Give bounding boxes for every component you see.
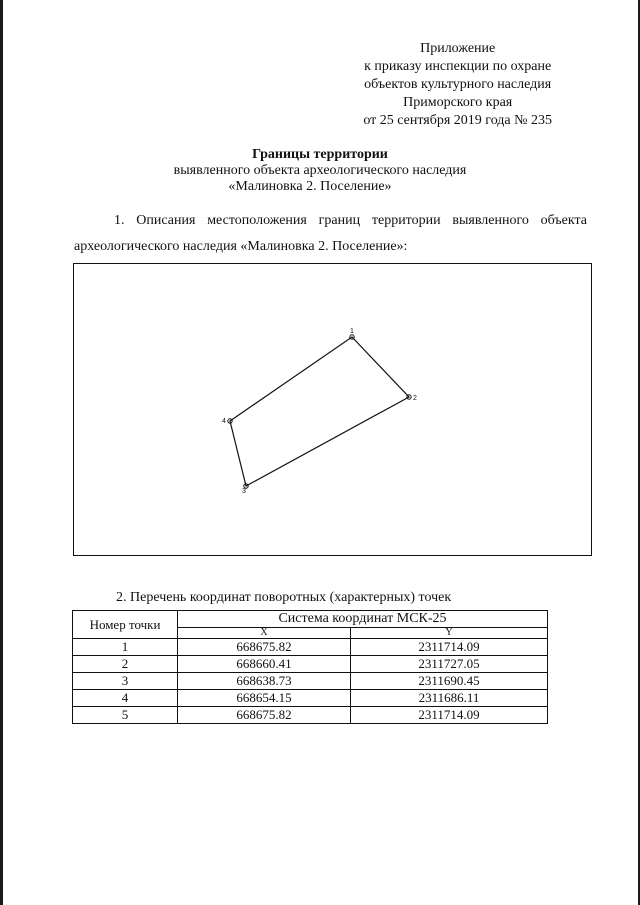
boundary-map-drawing (74, 264, 591, 555)
col-header-x: X (178, 628, 351, 639)
col-header-y: Y (351, 628, 548, 639)
cell-point-number: 1 (73, 639, 178, 656)
table-row (73, 673, 548, 690)
boundary-map (73, 263, 592, 556)
boundary-point-3-label: 3 (242, 488, 246, 495)
document-subtitle: выявленного объекта археологического наследия (173, 163, 467, 178)
table-row (73, 690, 548, 707)
cell-point-number: 5 (73, 707, 178, 724)
cell-x: 668654.15 (178, 690, 351, 707)
cell-x: 668675.82 (178, 707, 351, 724)
boundary-point-1-label: 1 (350, 328, 354, 335)
appendix-header (363, 40, 552, 130)
table-row (73, 707, 548, 724)
cell-x: 668675.82 (178, 639, 351, 656)
section-1-text (74, 208, 587, 260)
table-row (73, 656, 548, 673)
appendix-line-3: объектов культурного наследия (364, 77, 552, 92)
cell-point-number: 4 (73, 690, 178, 707)
cell-point-number: 2 (73, 656, 178, 673)
cell-y: 2311727.05 (351, 656, 548, 673)
coordinates-table (72, 610, 548, 724)
section-1-line-1: 1. Описания местоположения границ территории выявленного объекта (114, 213, 587, 228)
cell-y: 2311714.09 (351, 639, 548, 656)
boundary-point-4-label: 4 (222, 418, 226, 425)
appendix-line-5: от 25 сентября 2019 года № 235 (363, 113, 552, 128)
col-header-coordinate-system: Система координат МСК-25 (178, 611, 548, 628)
cell-y: 2311686.11 (351, 690, 548, 707)
cell-y: 2311714.09 (351, 707, 548, 724)
document-title: Границы территории (252, 147, 388, 162)
col-header-point-number: Номер точки (73, 611, 178, 639)
section-1-line-2: археологического наследия «Малиновка 2. Поселение»: (74, 239, 408, 254)
section-2-heading: 2. Перечень координат поворотных (характерных) точек (116, 590, 452, 605)
appendix-line-2: к приказу инспекции по охране (364, 59, 552, 74)
boundary-point-2-label: 2 (413, 395, 417, 402)
territory-boundary-polygon (230, 337, 409, 486)
object-name: «Малиновка 2. Поселение» (228, 179, 392, 194)
cell-x: 668660.41 (178, 656, 351, 673)
cell-y: 2311690.45 (351, 673, 548, 690)
cell-point-number: 3 (73, 673, 178, 690)
appendix-line-4: Приморского края (403, 95, 513, 110)
appendix-line-1: Приложение (420, 41, 496, 56)
cell-x: 668638.73 (178, 673, 351, 690)
table-row (73, 639, 548, 656)
